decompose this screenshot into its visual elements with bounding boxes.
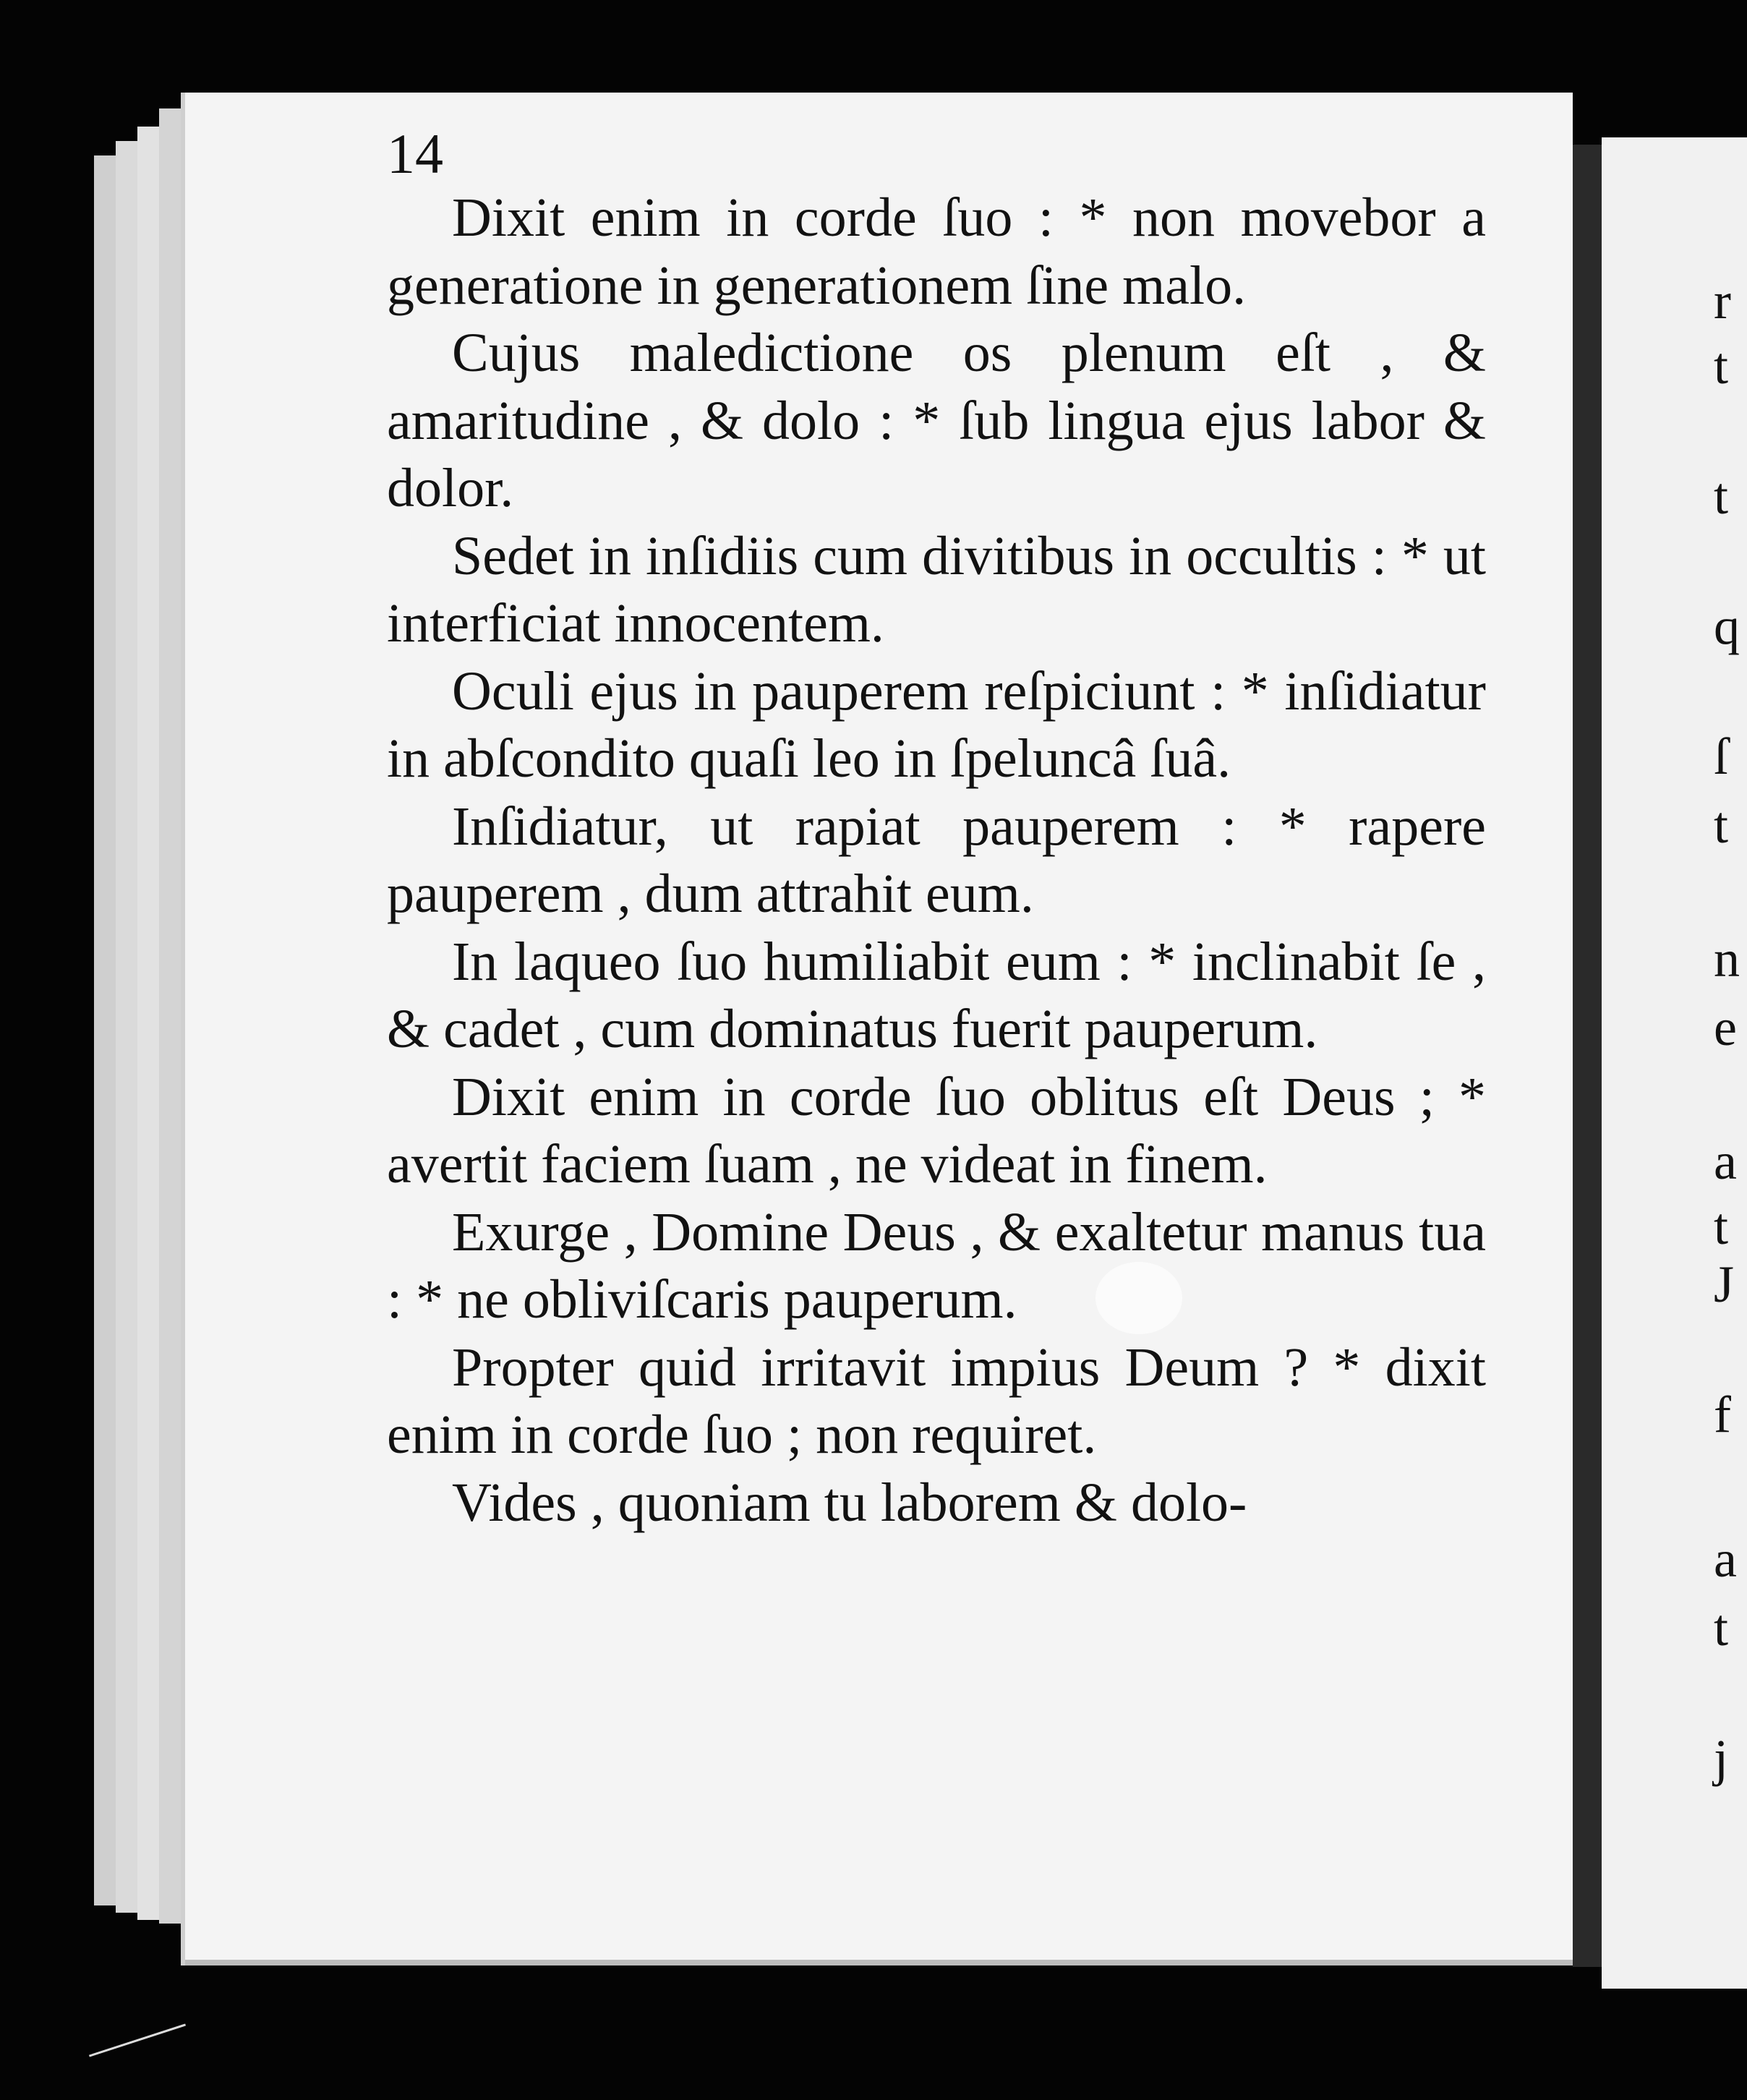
facing-letter: ſ [1714,727,1729,785]
facing-letter: f [1714,1386,1731,1443]
psalm-text [387,184,1486,1537]
facing-letter: a [1714,1530,1737,1588]
verse: Oculi ejus in pauperem reſpiciunt : * inſidiatur in abſcondito quaſi leo in ſpeluncâ ſuâ. [387,660,1486,789]
verse: Inſidiatur, ut rapiat pauperem : * rapere pauperem , dum attrahit eum. [387,795,1486,924]
verse: Propter quid irritavit impius Deum ? * dixit enim in corde ſuo ; non requiret. [387,1336,1486,1465]
facing-page-text [1714,0,1747,2100]
verse: Exurge , Domine Deus , & exaltetur manus tua : * ne obliviſcaris pauperum. [387,1201,1486,1330]
facing-letter: a [1714,1132,1737,1190]
book-gutter [1573,145,1602,1967]
facing-letter: t [1714,337,1729,395]
verse: Dixit enim in corde ſuo oblitus eſt Deus ; * avertit faciem ſuam , ne videat in finem. [387,1066,1486,1195]
facing-letter: q [1714,597,1740,655]
scan-scratch [89,2023,186,2057]
facing-letter: t [1714,1599,1729,1657]
facing-letter: r [1714,272,1731,330]
facing-letter: t [1714,467,1729,525]
page-number: 14 [387,122,443,185]
verse: Cujus maledictione os plenum eſt , & amaritudine , & dolo : * ſub lingua ejus labor & dolor. [387,323,1486,518]
verse: Vides , quoniam tu laborem & dolo- [452,1472,1247,1533]
verse: Sedet in inſidiis cum divitibus in occultis : * ut interficiat innocentem. [387,525,1486,654]
facing-letter: t [1714,796,1729,854]
facing-letter: e [1714,999,1737,1057]
verse: In laqueo ſuo humiliabit eum : * inclinabit ſe , & cadet , cum dominatus fuerit pauperum. [387,931,1486,1059]
facing-letter: J [1714,1255,1735,1313]
facing-letter: t [1714,1198,1729,1255]
facing-letter: n [1714,930,1740,988]
facing-letter: j [1714,1729,1729,1787]
verse: Dixit enim in corde ſuo : * non movebor a generatione in generationem ſine malo. [387,187,1486,316]
paper-blot [1095,1262,1182,1334]
